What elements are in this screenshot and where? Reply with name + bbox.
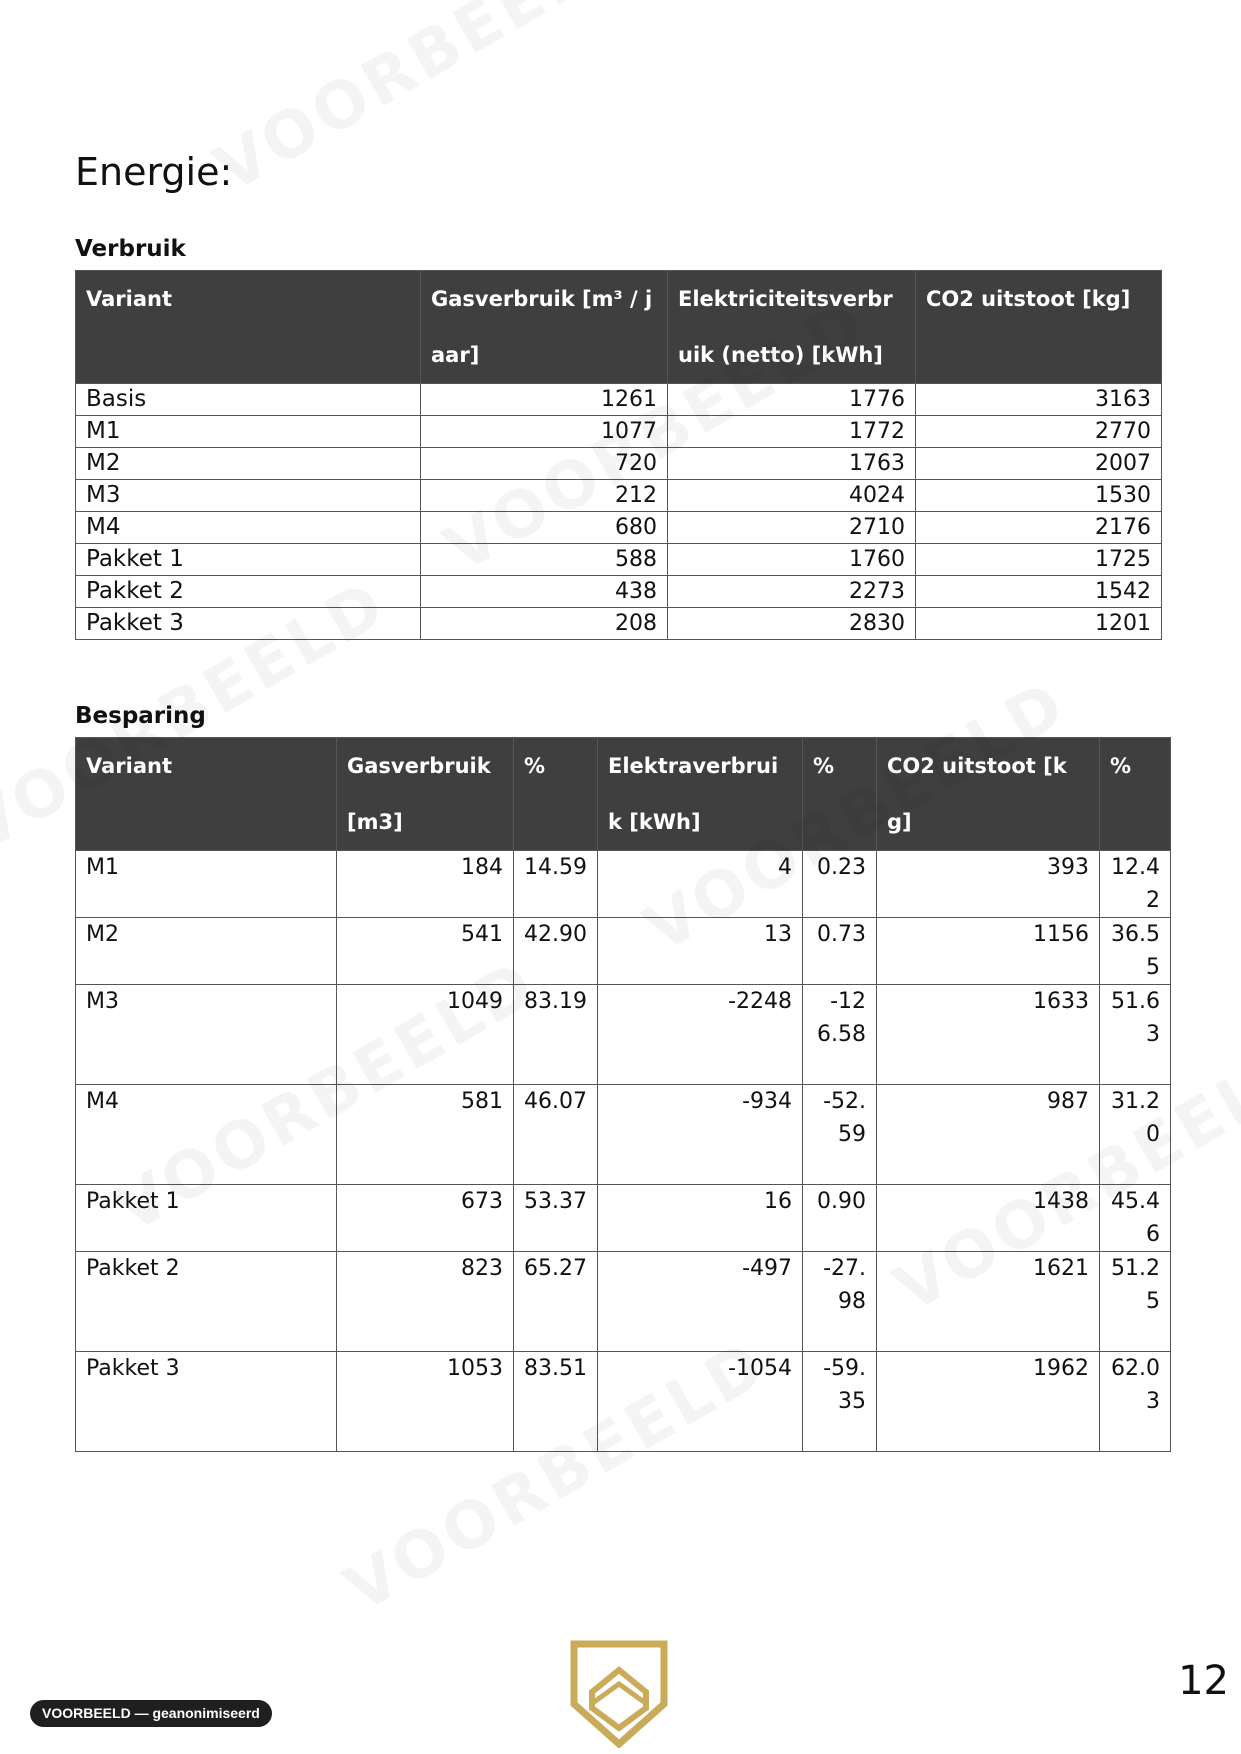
value-cell: 1633 <box>877 985 1100 1085</box>
variant-cell: Pakket 2 <box>76 1252 337 1352</box>
variant-cell: Pakket 2 <box>76 576 421 608</box>
value-cell: 16 <box>598 1185 803 1252</box>
table-row <box>76 1252 1171 1352</box>
value-cell: 588 <box>421 544 668 576</box>
value-cell: 1776 <box>668 384 916 416</box>
value-cell: -1054 <box>598 1352 803 1452</box>
value-cell: 36.55 <box>1100 918 1171 985</box>
value-cell: -497 <box>598 1252 803 1352</box>
value-cell: 2007 <box>916 448 1162 480</box>
column-header-elektraverbruik: Elektraverbruik [kWh] <box>598 738 803 851</box>
column-header-variant: Variant <box>76 738 337 851</box>
value-cell: 13 <box>598 918 803 985</box>
watermark <box>203 0 649 207</box>
variant-cell: M1 <box>76 416 421 448</box>
column-header-gas-percent: % <box>514 738 598 851</box>
variant-cell: Basis <box>76 384 421 416</box>
value-cell: 987 <box>877 1085 1100 1185</box>
value-cell: 208 <box>421 608 668 640</box>
page-title: Energie: <box>75 150 233 194</box>
value-cell: 62.03 <box>1100 1352 1171 1452</box>
table-row <box>76 544 1162 576</box>
value-cell: 2176 <box>916 512 1162 544</box>
column-header-co2-percent: % <box>1100 738 1171 851</box>
variant-cell: M3 <box>76 985 337 1085</box>
variant-cell: Pakket 3 <box>76 1352 337 1452</box>
value-cell: 1962 <box>877 1352 1100 1452</box>
value-cell: 1763 <box>668 448 916 480</box>
value-cell: 42.90 <box>514 918 598 985</box>
value-cell: 31.20 <box>1100 1085 1171 1185</box>
value-cell: 1725 <box>916 544 1162 576</box>
column-header-elektra-percent: % <box>803 738 877 851</box>
value-cell: 4 <box>598 851 803 918</box>
table-row <box>76 918 1171 985</box>
besparing-table <box>75 737 1171 1452</box>
variant-cell: M2 <box>76 448 421 480</box>
value-cell: 1542 <box>916 576 1162 608</box>
value-cell: 14.59 <box>514 851 598 918</box>
value-cell: 2273 <box>668 576 916 608</box>
value-cell: 1053 <box>337 1352 514 1452</box>
value-cell: -27.98 <box>803 1252 877 1352</box>
column-header-co2-uitstoot: CO2 uitstoot [kg] <box>877 738 1100 851</box>
value-cell: 393 <box>877 851 1100 918</box>
value-cell: 1261 <box>421 384 668 416</box>
value-cell: 1049 <box>337 985 514 1085</box>
value-cell: 2770 <box>916 416 1162 448</box>
column-header-gasverbruik: Gasverbruik [m3] <box>337 738 514 851</box>
value-cell: -59.35 <box>803 1352 877 1452</box>
verbruik-table <box>75 270 1162 640</box>
value-cell: 46.07 <box>514 1085 598 1185</box>
table-row <box>76 512 1162 544</box>
variant-cell: M1 <box>76 851 337 918</box>
variant-cell: Pakket 1 <box>76 544 421 576</box>
value-cell: 541 <box>337 918 514 985</box>
shield-logo-icon <box>570 1640 668 1748</box>
value-cell: 673 <box>337 1185 514 1252</box>
variant-cell: M2 <box>76 918 337 985</box>
column-header-co2-uitstoot: CO2 uitstoot [kg] <box>916 271 1162 384</box>
table-row <box>76 1085 1171 1185</box>
value-cell: 83.19 <box>514 985 598 1085</box>
value-cell: 720 <box>421 448 668 480</box>
value-cell: 1201 <box>916 608 1162 640</box>
value-cell: 680 <box>421 512 668 544</box>
value-cell: -2248 <box>598 985 803 1085</box>
value-cell: 4024 <box>668 480 916 512</box>
table-row <box>76 851 1171 918</box>
value-cell: 0.23 <box>803 851 877 918</box>
value-cell: 2830 <box>668 608 916 640</box>
table-row <box>76 416 1162 448</box>
value-cell: 1438 <box>877 1185 1100 1252</box>
value-cell: 3163 <box>916 384 1162 416</box>
table-row <box>76 448 1162 480</box>
value-cell: 53.37 <box>514 1185 598 1252</box>
footer-badge: VOORBEELD — geanonimiseerd <box>30 1700 272 1727</box>
table-row <box>76 985 1171 1085</box>
value-cell: 1077 <box>421 416 668 448</box>
value-cell: 51.25 <box>1100 1252 1171 1352</box>
value-cell: -126.58 <box>803 985 877 1085</box>
column-header-gasverbruik: Gasverbruik [m³ / jaar] <box>421 271 668 384</box>
value-cell: 212 <box>421 480 668 512</box>
value-cell: 0.73 <box>803 918 877 985</box>
value-cell: 184 <box>337 851 514 918</box>
value-cell: -52.59 <box>803 1085 877 1185</box>
value-cell: 581 <box>337 1085 514 1185</box>
variant-cell: Pakket 3 <box>76 608 421 640</box>
page-number: 12 <box>1178 1658 1229 1704</box>
variant-cell: M4 <box>76 512 421 544</box>
variant-cell: M4 <box>76 1085 337 1185</box>
value-cell: 51.63 <box>1100 985 1171 1085</box>
variant-cell: Pakket 1 <box>76 1185 337 1252</box>
value-cell: 1156 <box>877 918 1100 985</box>
table-header-row <box>76 738 1171 851</box>
value-cell: -934 <box>598 1085 803 1185</box>
value-cell: 438 <box>421 576 668 608</box>
value-cell: 0.90 <box>803 1185 877 1252</box>
table-row <box>76 576 1162 608</box>
besparing-heading: Besparing <box>75 703 206 729</box>
verbruik-heading: Verbruik <box>75 236 186 262</box>
table-row <box>76 480 1162 512</box>
table-row <box>76 1352 1171 1452</box>
value-cell: 1621 <box>877 1252 1100 1352</box>
table-row <box>76 608 1162 640</box>
table-row <box>76 1185 1171 1252</box>
value-cell: 1530 <box>916 480 1162 512</box>
column-header-elektriciteitsverbruik: Elektriciteitsverbruik (netto) [kWh] <box>668 271 916 384</box>
table-row <box>76 384 1162 416</box>
variant-cell: M3 <box>76 480 421 512</box>
value-cell: 65.27 <box>514 1252 598 1352</box>
value-cell: 1760 <box>668 544 916 576</box>
value-cell: 2710 <box>668 512 916 544</box>
column-header-variant: Variant <box>76 271 421 384</box>
value-cell: 83.51 <box>514 1352 598 1452</box>
value-cell: 823 <box>337 1252 514 1352</box>
value-cell: 1772 <box>668 416 916 448</box>
value-cell: 45.46 <box>1100 1185 1171 1252</box>
value-cell: 12.42 <box>1100 851 1171 918</box>
table-header-row <box>76 271 1162 384</box>
